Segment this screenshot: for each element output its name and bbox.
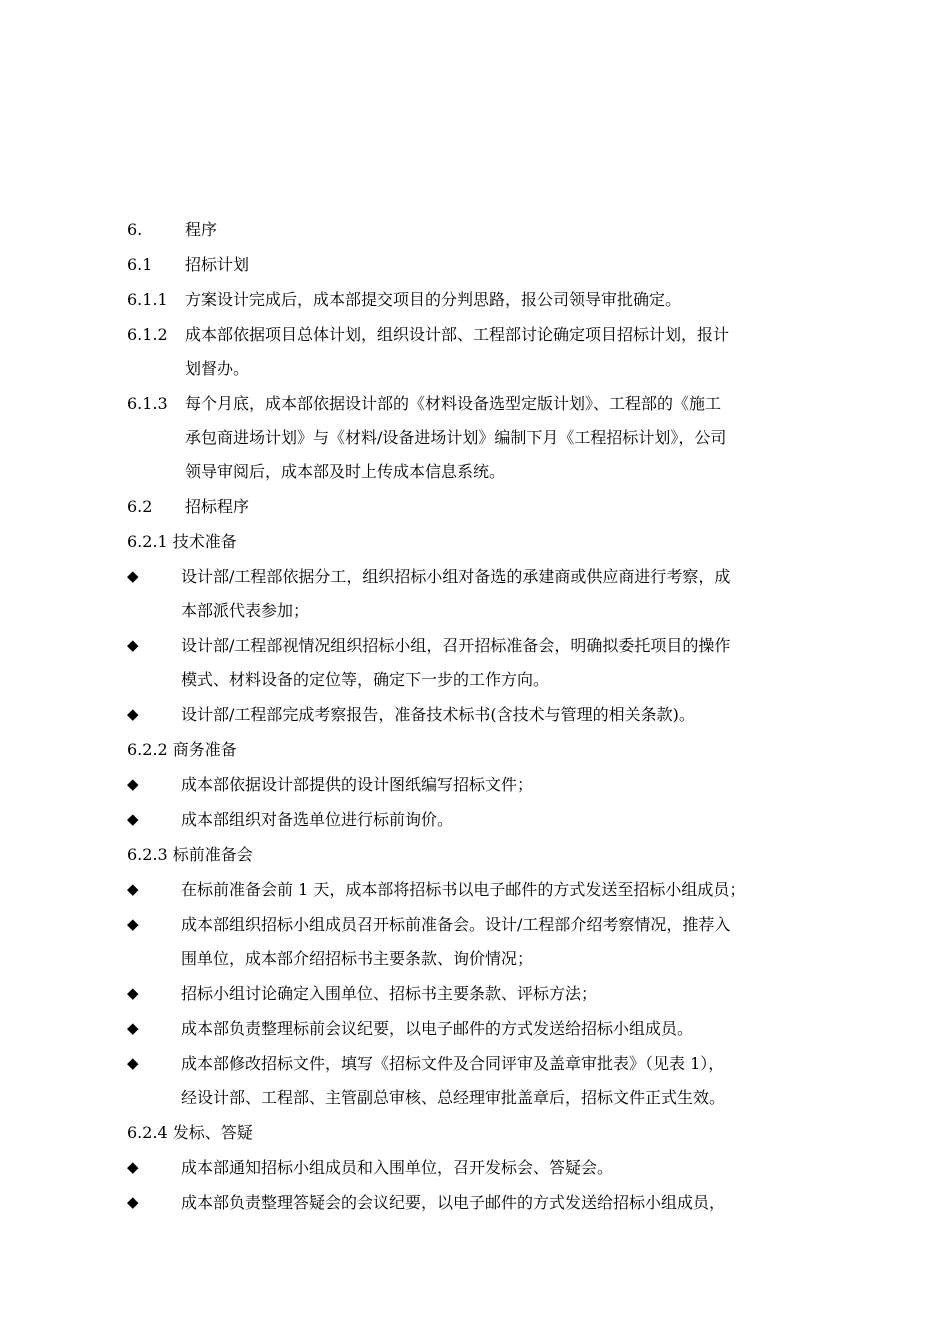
diamond-bullet-icon: ◆ <box>127 705 139 723</box>
section-number: 6.1 <box>127 255 153 274</box>
bullet-item <box>0 1011 950 1046</box>
bullet-text: 成本部修改招标文件，填写《招标文件及合同评审及盖章审批表》（见表 1）， <box>181 1054 725 1073</box>
diamond-bullet-icon: ◆ <box>127 880 139 898</box>
item-number: 6.1.3 <box>127 394 168 413</box>
diamond-bullet-icon: ◆ <box>127 810 139 828</box>
diamond-bullet-icon: ◆ <box>127 567 139 585</box>
sub-heading-text: 6.2.4 发标、答疑 <box>127 1123 253 1142</box>
diamond-bullet-icon: ◆ <box>127 1193 139 1211</box>
sub-heading-text: 6.2.3 标前准备会 <box>127 845 253 864</box>
paragraph-text: 每个月底，成本部依据设计部的《材料设备选型定版计划》、工程部的《施工 <box>185 394 722 413</box>
bullet-item <box>0 1185 950 1220</box>
sub-heading <box>0 837 950 872</box>
sub-heading <box>0 732 950 767</box>
paragraph-text: 成本部依据项目总体计划，组织设计部、工程部讨论确定项目招标计划，报计 <box>185 325 730 344</box>
bullet-item <box>0 976 950 1011</box>
bullet-item <box>0 559 950 594</box>
diamond-bullet-icon: ◆ <box>127 1019 139 1037</box>
diamond-bullet-icon: ◆ <box>127 775 139 793</box>
section-title: 招标计划 <box>185 255 250 274</box>
bullet-text: 模式、材料设备的定位等，确定下一步的工作方向。 <box>181 670 550 689</box>
bullet-text: 围单位，成本部介绍招标书主要条款、询价情况； <box>181 949 534 968</box>
bullet-item <box>0 1046 950 1081</box>
bullet-continuation <box>0 1081 950 1115</box>
section-title: 程序 <box>185 220 218 239</box>
paragraph-continuation <box>0 421 950 455</box>
bullet-text: 成本部负责整理答疑会的会议纪要，以电子邮件的方式发送给招标小组成员， <box>181 1193 726 1212</box>
numbered-paragraph <box>0 317 950 352</box>
bullet-item <box>0 767 950 802</box>
bullet-item <box>0 1150 950 1185</box>
bullet-item <box>0 872 950 907</box>
diamond-bullet-icon: ◆ <box>127 984 139 1002</box>
bullet-continuation <box>0 942 950 976</box>
bullet-continuation <box>0 663 950 697</box>
paragraph-text: 方案设计完成后，成本部提交项目的分判思路，报公司领导审批确定。 <box>185 290 682 309</box>
paragraph-text: 承包商进场计划》与《材料/设备进场计划》编制下月《工程招标计划》，公司 <box>185 428 727 447</box>
bullet-item <box>0 697 950 732</box>
sub-heading <box>0 1115 950 1150</box>
bullet-text: 成本部依据设计部提供的设计图纸编写招标文件； <box>181 775 534 794</box>
section-heading <box>0 212 950 247</box>
diamond-bullet-icon: ◆ <box>127 636 139 654</box>
section-title: 招标程序 <box>185 497 250 516</box>
bullet-text: 成本部通知招标小组成员和入围单位，召开发标会、答疑会。 <box>181 1158 614 1177</box>
numbered-paragraph <box>0 386 950 421</box>
diamond-bullet-icon: ◆ <box>127 1054 139 1072</box>
paragraph-text: 划督办。 <box>185 359 250 378</box>
bullet-text: 在标前准备会前 1 天，成本部将招标书以电子邮件的方式发送至招标小组成员； <box>181 880 746 899</box>
bullet-text: 设计部/工程部视情况组织招标小组，召开招标准备会，明确拟委托项目的操作 <box>181 636 731 655</box>
bullet-text: 成本部组织招标小组成员召开标前准备会。设计/工程部介绍考察情况，推荐入 <box>181 915 731 934</box>
bullet-item <box>0 802 950 837</box>
bullet-text: 设计部/工程部完成考察报告，准备技术标书(含技术与管理的相关条款)。 <box>181 705 695 724</box>
item-number: 6.1.2 <box>127 325 168 344</box>
bullet-item <box>0 628 950 663</box>
diamond-bullet-icon: ◆ <box>127 915 139 933</box>
bullet-item <box>0 907 950 942</box>
section-number: 6. <box>127 220 143 239</box>
subsection-heading <box>0 247 950 282</box>
document-page <box>0 212 950 1220</box>
bullet-text: 经设计部、工程部、主管副总审核、总经理审批盖章后，招标文件正式生效。 <box>181 1088 726 1107</box>
diamond-bullet-icon: ◆ <box>127 1158 139 1176</box>
bullet-text: 招标小组讨论确定入围单位、招标书主要条款、评标方法； <box>181 984 598 1003</box>
sub-heading-text: 6.2.1 技术准备 <box>127 532 237 551</box>
sub-heading-text: 6.2.2 商务准备 <box>127 740 237 759</box>
paragraph-continuation <box>0 352 950 386</box>
bullet-text: 本部派代表参加； <box>181 601 310 620</box>
bullet-text: 成本部组织对备选单位进行标前询价。 <box>181 810 454 829</box>
bullet-text: 成本部负责整理标前会议纪要，以电子邮件的方式发送给招标小组成员。 <box>181 1019 694 1038</box>
item-number: 6.1.1 <box>127 290 168 309</box>
sub-heading <box>0 524 950 559</box>
subsection-heading <box>0 489 950 524</box>
section-number: 6.2 <box>127 497 153 516</box>
numbered-paragraph <box>0 282 950 317</box>
paragraph-continuation <box>0 455 950 489</box>
bullet-continuation <box>0 594 950 628</box>
paragraph-text: 领导审阅后，成本部及时上传成本信息系统。 <box>185 462 506 481</box>
bullet-text: 设计部/工程部依据分工，组织招标小组对备选的承建商或供应商进行考察，成 <box>181 567 731 586</box>
